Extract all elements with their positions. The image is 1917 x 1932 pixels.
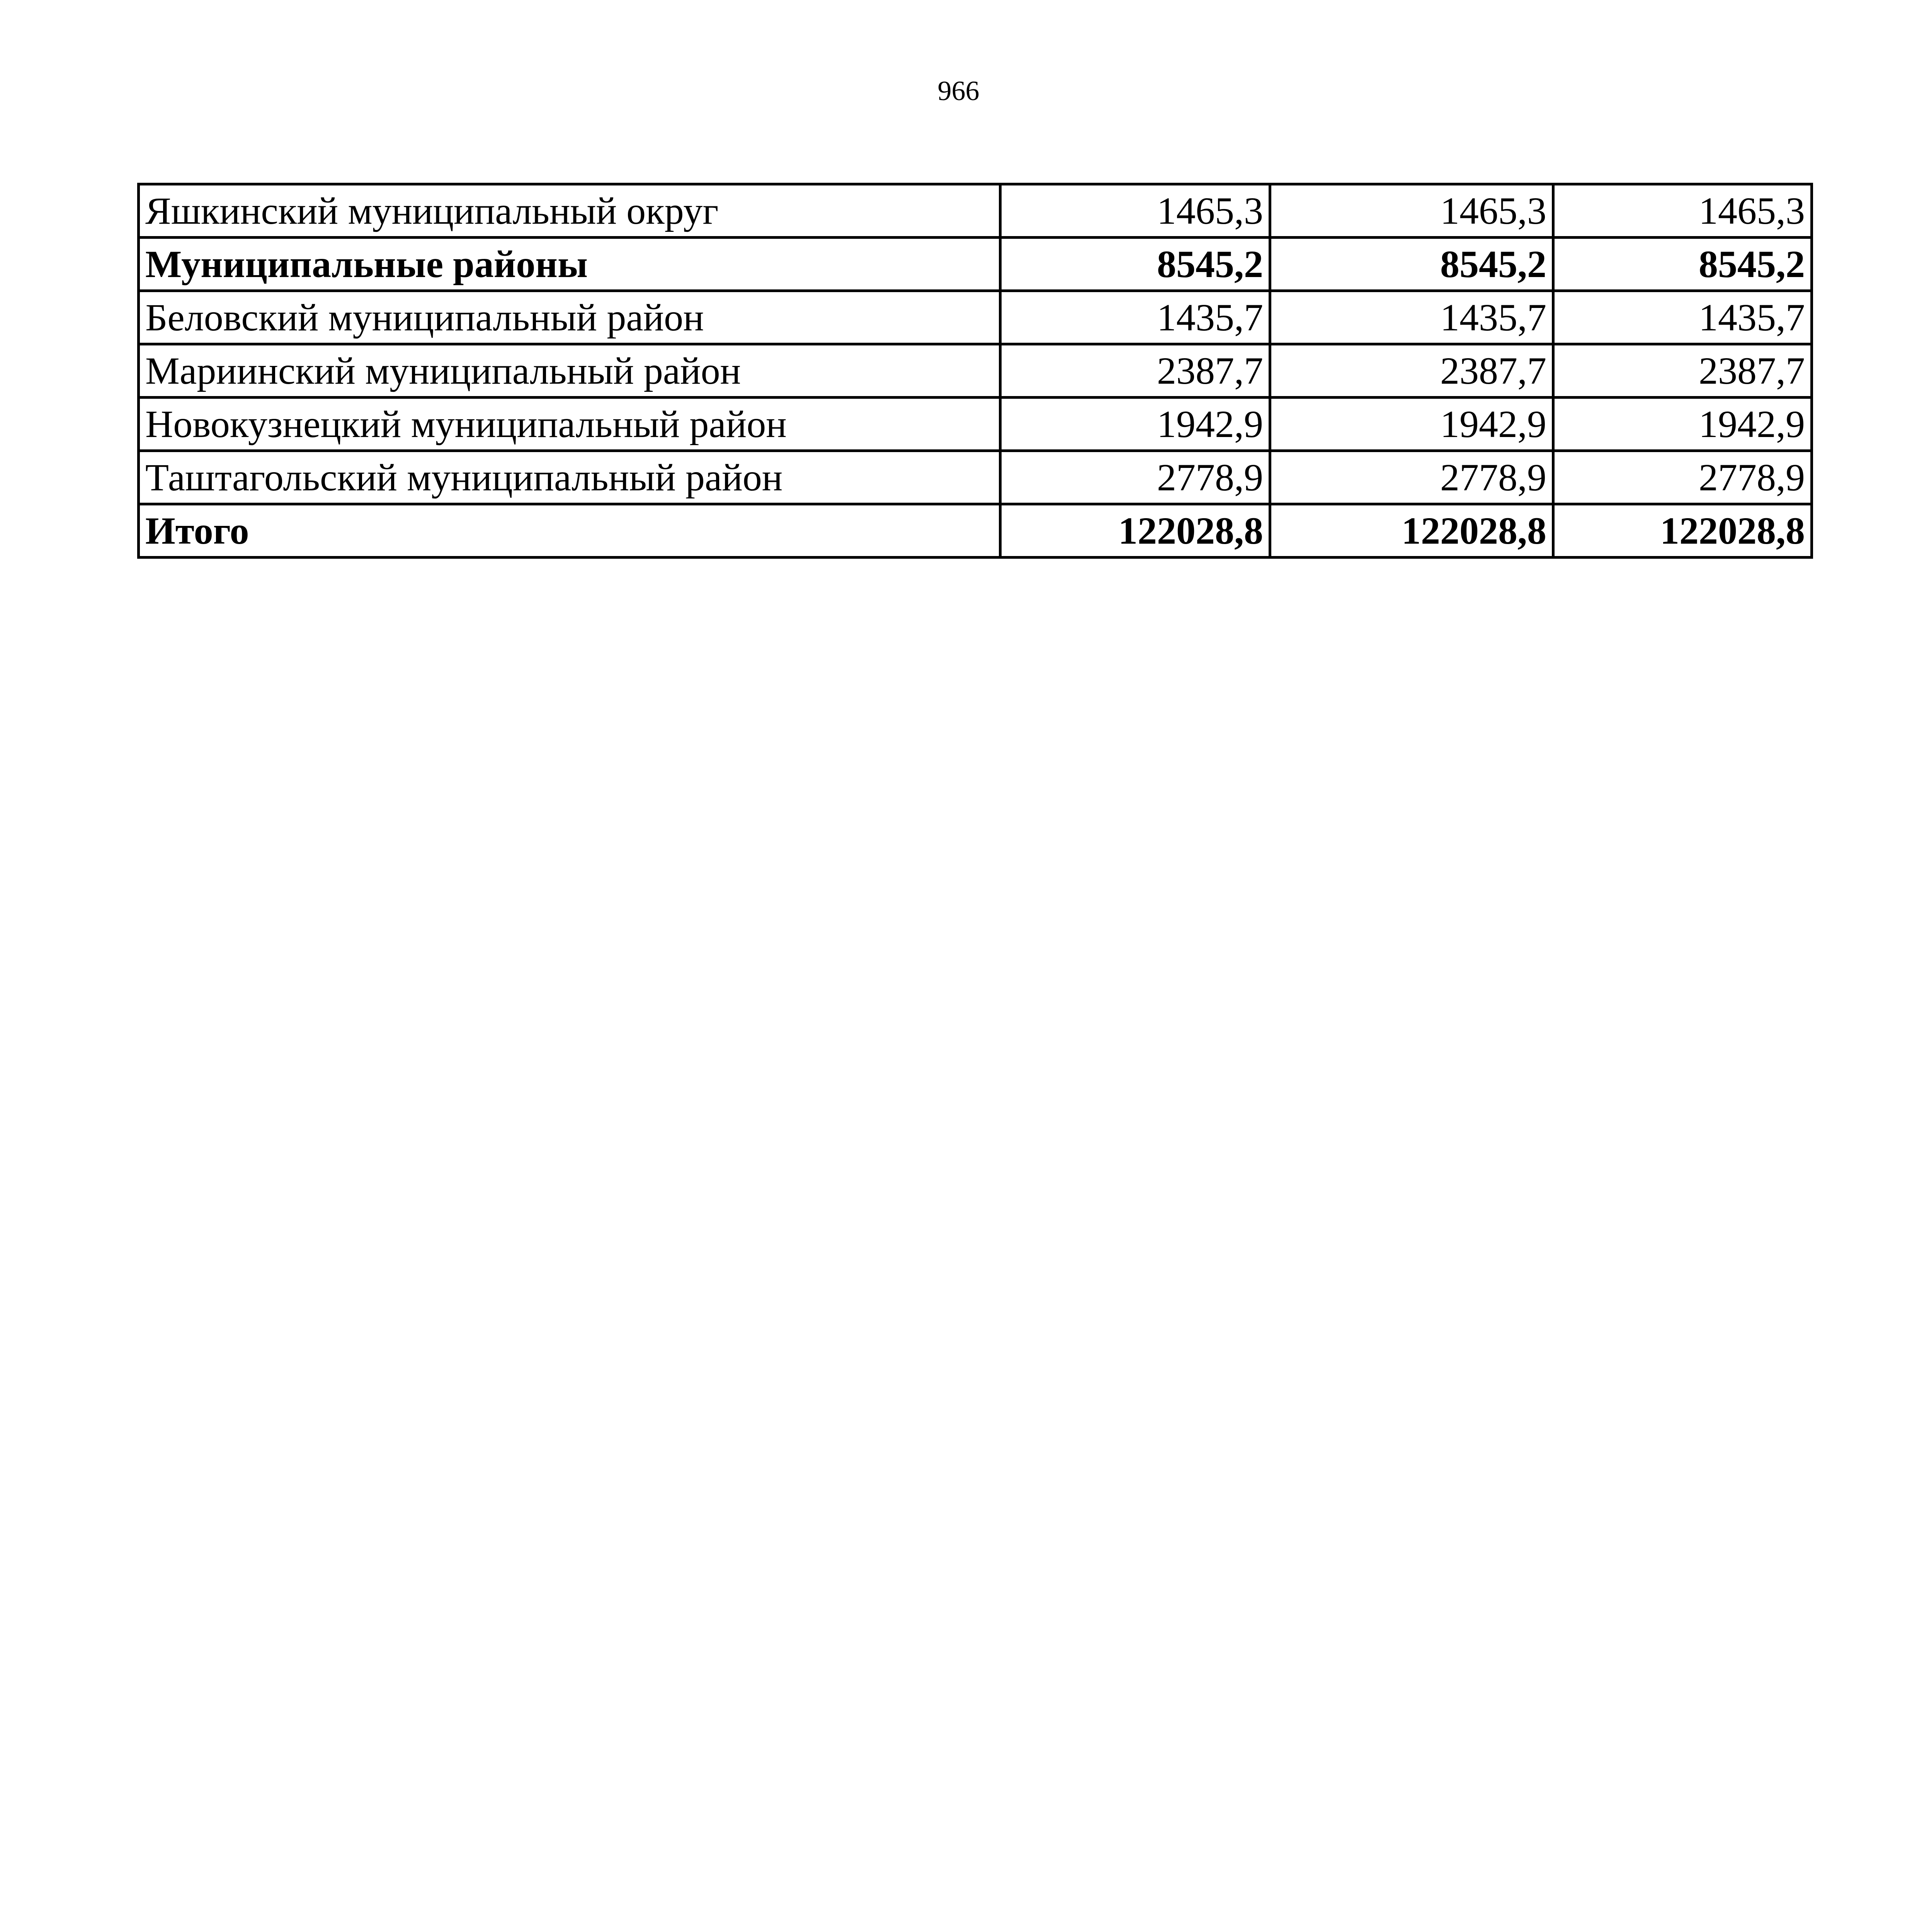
page-number: 966 (937, 75, 980, 106)
row-name-cell: Новокузнецкий муниципальный район (139, 398, 1000, 451)
row-name-cell: Мариинский муниципальный район (139, 344, 1000, 398)
value-cell: 2778,9 (1000, 451, 1270, 504)
row-name-cell: Беловский муниципальный район (139, 291, 1000, 344)
value-cell: 2387,7 (1270, 344, 1553, 398)
value-cell: 122028,8 (1270, 504, 1553, 558)
value-cell: 1942,9 (1270, 398, 1553, 451)
value-cell: 1942,9 (1000, 398, 1270, 451)
table-row-subtotal (139, 238, 1812, 291)
table-row (139, 291, 1812, 344)
data-table (137, 183, 1813, 559)
value-cell: 8545,2 (1553, 238, 1812, 291)
value-cell: 1465,3 (1000, 184, 1270, 238)
row-name-cell: Муниципальные районы (139, 238, 1000, 291)
value-cell: 122028,8 (1000, 504, 1270, 558)
row-name-cell: Яшкинский муниципальный округ (139, 184, 1000, 238)
table-row-total (139, 504, 1812, 558)
value-cell: 2778,9 (1270, 451, 1553, 504)
table-row (139, 451, 1812, 504)
value-cell: 8545,2 (1000, 238, 1270, 291)
row-name-cell: Таштагольский муниципальный район (139, 451, 1000, 504)
value-cell: 1942,9 (1553, 398, 1812, 451)
value-cell: 1465,3 (1553, 184, 1812, 238)
table-row (139, 184, 1812, 238)
value-cell: 1435,7 (1270, 291, 1553, 344)
value-cell: 1465,3 (1270, 184, 1553, 238)
value-cell: 1435,7 (1553, 291, 1812, 344)
value-cell: 8545,2 (1270, 238, 1553, 291)
value-cell: 2387,7 (1000, 344, 1270, 398)
value-cell: 122028,8 (1553, 504, 1812, 558)
value-cell: 1435,7 (1000, 291, 1270, 344)
table-row (139, 398, 1812, 451)
value-cell: 2778,9 (1553, 451, 1812, 504)
value-cell: 2387,7 (1553, 344, 1812, 398)
row-name-cell: Итого (139, 504, 1000, 558)
table-row (139, 344, 1812, 398)
